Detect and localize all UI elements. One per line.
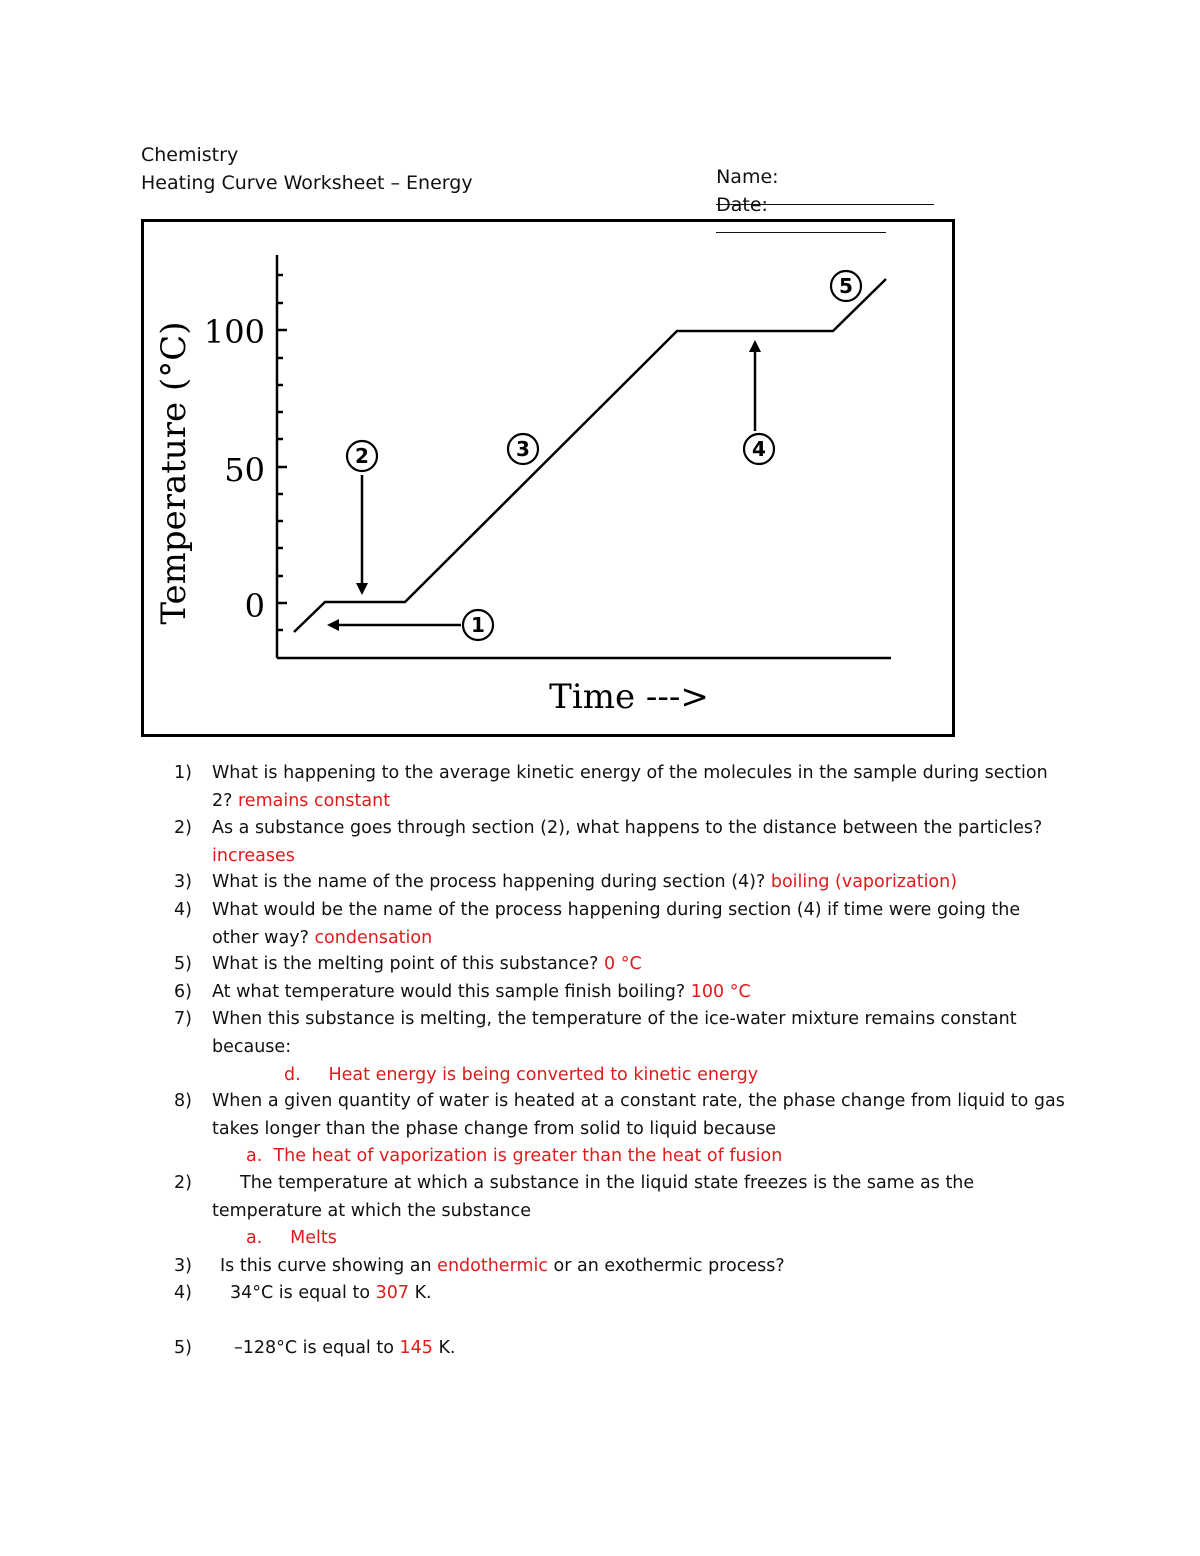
question-text	[212, 760, 1072, 815]
marker-2-label: 2	[355, 444, 369, 468]
answer-text: 0 °C	[604, 954, 642, 974]
date-label: Date:	[716, 194, 768, 216]
answer-letter: a.	[246, 1228, 263, 1248]
question-8-answer	[246, 1143, 782, 1170]
y-tick-50: 50	[224, 451, 265, 489]
question-text	[212, 1170, 1072, 1225]
question-6	[174, 979, 1074, 1007]
question-2	[174, 815, 1074, 871]
heating-curve-line	[294, 279, 886, 632]
question-number: 2)	[174, 1173, 192, 1193]
question-1	[174, 760, 1074, 816]
question-prompt: –128°C is equal to	[234, 1338, 400, 1358]
question-number: 2)	[174, 818, 192, 838]
question-number: 3)	[174, 1256, 192, 1276]
question-prompt: What is the melting point of this substance?	[212, 954, 604, 974]
question-number: 7)	[174, 1009, 192, 1029]
question-5	[174, 951, 1074, 979]
answer-text: boiling (vaporization)	[770, 872, 958, 892]
question-12	[174, 1335, 1074, 1363]
question-number: 5)	[174, 1338, 192, 1358]
question-text	[212, 951, 1072, 979]
question-prompt: The temperature at which a substance in the liquid state freezes is the same as the temperature at which the substance	[212, 1173, 975, 1221]
heating-curve-figure	[141, 219, 955, 737]
section-2-arrowhead	[356, 583, 368, 595]
question-number: 5)	[174, 954, 192, 974]
answer-text: condensation	[314, 927, 433, 948]
question-prompt: 34°C is equal to	[230, 1283, 376, 1303]
y-axis-ticks	[277, 275, 287, 630]
question-11	[174, 1280, 1074, 1308]
question-prompt: As a substance goes through section (2), what happens to the distance between the particles?	[212, 818, 1043, 838]
question-number: 4)	[174, 1283, 192, 1303]
answer-text: 145	[399, 1338, 433, 1358]
marker-4-label: 4	[752, 437, 766, 461]
question-text: When this substance is melting, the temperature of the ice-water mixture remains constant because:	[212, 1009, 1017, 1057]
answer-text: The heat of vaporization is greater than the heat of fusion	[273, 1146, 783, 1166]
question-number: 3)	[174, 872, 192, 892]
y-tick-0: 0	[244, 587, 265, 625]
question-7-answer	[284, 1062, 758, 1089]
question-7	[174, 1006, 1074, 1062]
question-prompt: What is the name of the process happening during section (4)?	[212, 872, 771, 892]
question-text: When a given quantity of water is heated at a constant rate, the phase change from liquid to gas takes longer than the phase change from solid to liquid because	[212, 1091, 1065, 1139]
marker-1-label: 1	[471, 613, 485, 637]
question-number: 6)	[174, 982, 192, 1002]
answer-text: remains constant	[238, 790, 391, 811]
answer-text: Melts	[290, 1228, 337, 1248]
question-prompt-end: K.	[432, 1338, 456, 1358]
course-title: Chemistry	[141, 144, 239, 166]
question-text	[212, 869, 1072, 897]
question-9	[174, 1170, 1074, 1226]
marker-3-label: 3	[516, 437, 530, 461]
question-prompt-end: K.	[409, 1283, 432, 1303]
marker-5-label: 5	[839, 274, 853, 298]
question-10	[174, 1253, 1074, 1281]
question-text	[220, 1253, 1080, 1281]
section-4-arrowhead	[749, 340, 761, 352]
name-label: Name:	[716, 166, 779, 188]
question-text	[212, 815, 1072, 870]
question-text	[212, 979, 1072, 1007]
question-number: 4)	[174, 900, 192, 920]
question-prompt: Is this curve showing an	[220, 1256, 438, 1276]
answer-letter: a.	[246, 1146, 263, 1166]
answer-text: 307	[375, 1283, 409, 1303]
question-text	[212, 897, 1072, 952]
question-text	[230, 1280, 1090, 1308]
answer-text: increases	[212, 845, 295, 866]
y-axis-label: Temperature (°C)	[154, 321, 194, 625]
question-number: 8)	[174, 1091, 192, 1111]
question-9-answer	[246, 1225, 337, 1252]
answer-letter: d.	[284, 1065, 301, 1085]
answer-text: endothermic	[437, 1256, 548, 1276]
question-prompt: At what temperature would this sample finish boiling?	[212, 982, 691, 1002]
answer-text: Heat energy is being converted to kinetic energy	[328, 1065, 759, 1085]
answer-text: 100 °C	[690, 982, 751, 1002]
section-1-arrowhead	[327, 619, 339, 631]
question-prompt-end: or an exothermic process?	[547, 1256, 785, 1276]
question-prompt: What is happening to the average kinetic energy of the molecules in the sample during section 2?	[212, 763, 1048, 811]
y-tick-100: 100	[203, 313, 265, 351]
question-text	[234, 1335, 1094, 1363]
question-4	[174, 897, 1074, 953]
worksheet-title: Heating Curve Worksheet – Energy	[141, 172, 473, 194]
x-axis-label: Time --->	[549, 677, 709, 717]
question-8	[174, 1088, 1074, 1144]
question-number: 1)	[174, 763, 192, 783]
question-prompt: What would be the name of the process happening during section (4) if time were going the other way?	[212, 900, 1021, 948]
question-3	[174, 869, 1074, 897]
